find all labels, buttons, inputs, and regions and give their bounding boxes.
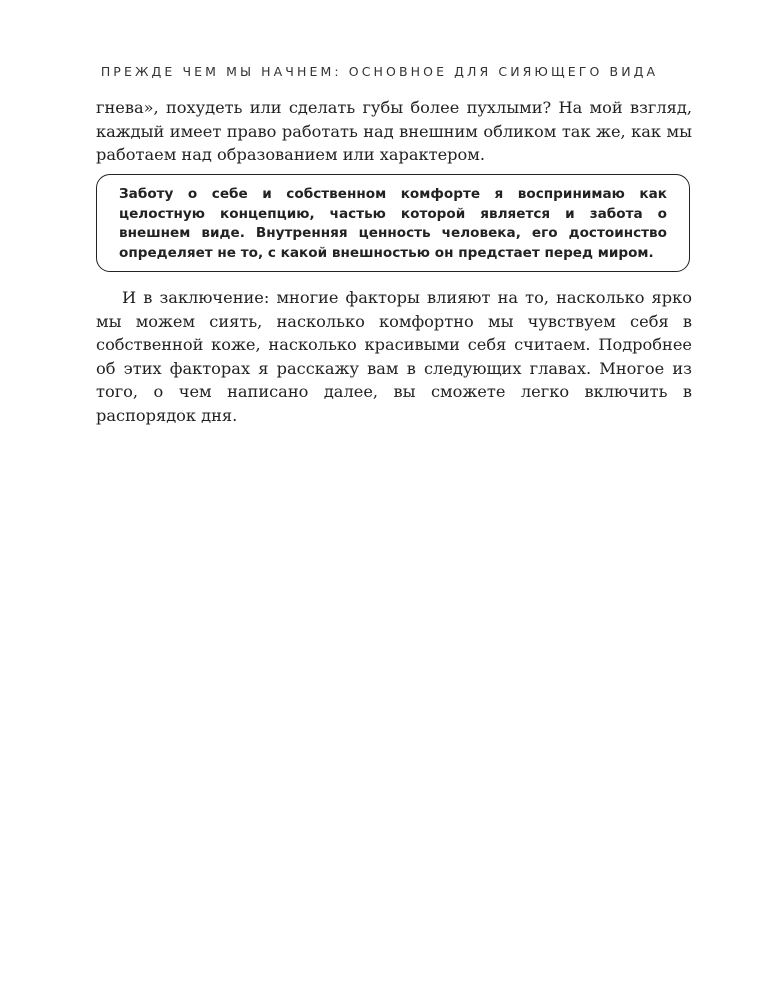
paragraph-bottom	[96, 286, 692, 427]
callout-text: Заботу о себе и собственном комфорте я воспринимаю как целостную концепцию, частью которой является и забота о внешнем виде. Внутренняя ценность человека, его достоинство определяет не то, с какой внешностью он предстает перед миром.	[119, 186, 667, 261]
paragraph-top: гнева», похудеть или сделать губы более пухлыми? На мой взгляд, каждый имеет право работать над внешним обликом так же, как мы работаем над образованием или характером.	[96, 98, 692, 164]
paragraph-bottom-text: И в заключение: многие факторы влияют на то, насколько ярко мы можем сиять, насколько комфортно мы чувствуем себя в собственной коже, насколько красивыми себя считаем. Подробнее об этих факторах я расскажу вам в следующих главах. Многое из того, о чем написано далее, вы сможете легко включить в распорядок дня.	[96, 288, 692, 425]
callout-box	[96, 174, 690, 272]
running-header: ПРЕЖДЕ ЧЕМ МЫ НАЧНЕМ: ОСНОВНОЕ ДЛЯ СИЯЮЩЕГО ВИДА	[100, 64, 659, 79]
